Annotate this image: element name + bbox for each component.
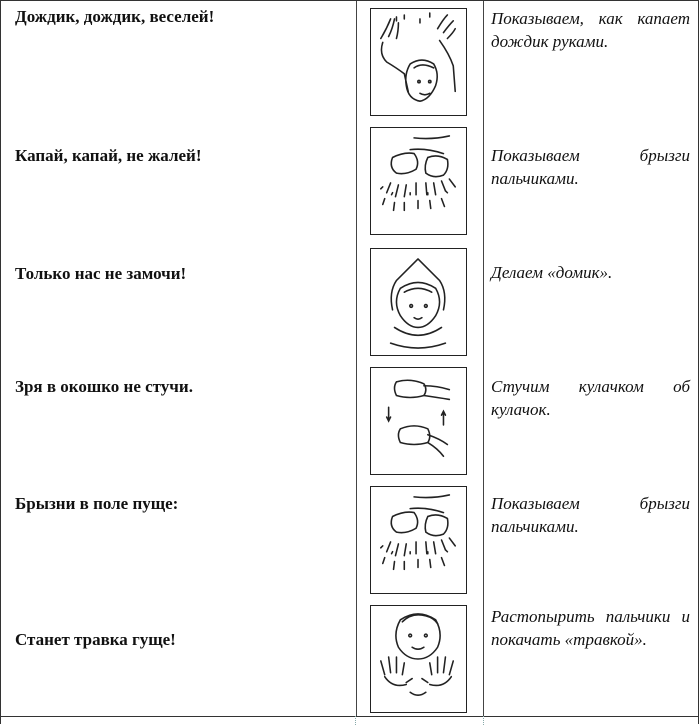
verse-line: Только нас не замочи! [15,264,187,283]
verse-column [1,1,357,717]
rain-hands-icon [370,8,467,116]
verse-line: Капай, капай, не жалей! [15,146,202,165]
action-text: Показываем, как капает дождик руками. [491,9,690,51]
table-bottom-border [0,716,699,717]
house-hands-icon [370,248,467,356]
column-divider-tick [355,716,356,725]
column-divider-tick [483,716,484,725]
fist-knock-icon [370,367,467,475]
action-text: Показываем брызги пальчиками. [491,146,690,188]
splash-fingers-icon [370,486,467,594]
action-text: Растопырить пальчики и покачать «травкой». [491,607,690,649]
grass-fingers-icon [370,605,467,713]
action-text: Делаем «домик». [491,263,613,282]
verse-line: Зря в окошко не стучи. [15,377,193,396]
verse-line: Брызни в поле пуще: [15,494,179,513]
verse-line: Дождик, дождик, веселей! [15,7,215,26]
splash-fingers-icon [370,127,467,235]
action-text: Стучим кулачком об кулачок. [491,377,690,419]
verse-line: Станет травка гуще! [15,630,176,649]
action-text: Показываем брызги пальчиками. [491,494,690,536]
